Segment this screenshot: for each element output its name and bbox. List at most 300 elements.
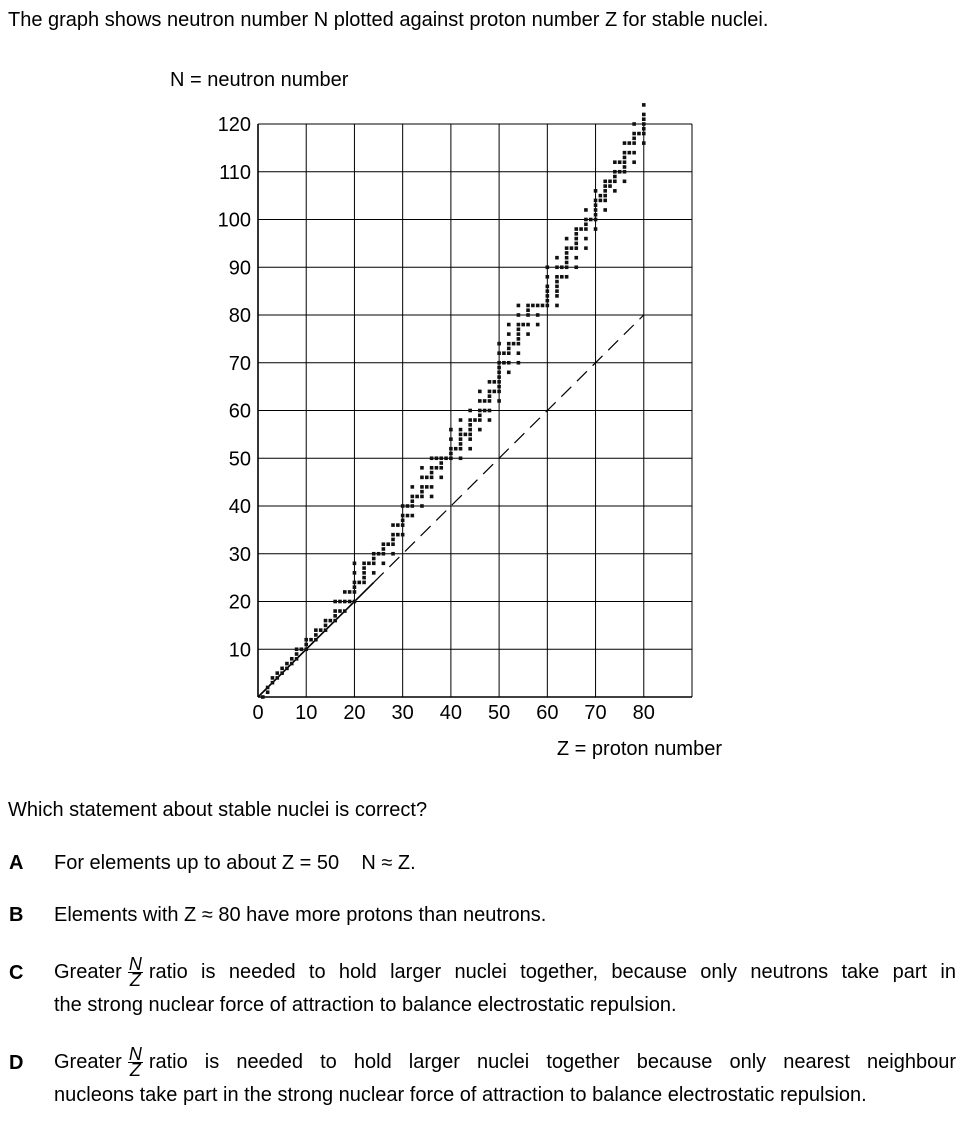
- data-point: [391, 538, 395, 542]
- data-point: [526, 308, 530, 312]
- data-point: [574, 237, 578, 241]
- data-point: [261, 695, 265, 699]
- data-point: [439, 466, 443, 470]
- data-point: [338, 600, 342, 604]
- data-point: [613, 175, 617, 179]
- data-point: [594, 189, 598, 193]
- data-point: [357, 581, 361, 585]
- data-point: [459, 433, 463, 437]
- data-point: [623, 165, 627, 169]
- data-point: [526, 323, 530, 327]
- data-point: [632, 132, 636, 136]
- data-point: [372, 562, 376, 566]
- data-point: [521, 323, 525, 327]
- data-point: [411, 514, 415, 518]
- data-point: [468, 433, 472, 437]
- data-point: [497, 380, 501, 384]
- data-point: [362, 566, 366, 570]
- data-point: [468, 437, 472, 441]
- data-point: [536, 304, 540, 308]
- data-point: [623, 160, 627, 164]
- data-point: [555, 304, 559, 308]
- option-b-letter: B: [9, 904, 24, 926]
- data-point: [304, 638, 308, 642]
- data-point: [632, 122, 636, 126]
- option-c-line2: the strong nuclear force of attraction to balance electrostatic repulsion.: [54, 994, 677, 1016]
- x-axis-label: Z = proton number: [556, 738, 722, 760]
- data-point: [623, 180, 627, 184]
- data-point: [459, 456, 463, 460]
- data-point: [324, 624, 328, 628]
- data-point: [546, 299, 550, 303]
- option-d-line1: [54, 1047, 956, 1080]
- data-point: [435, 466, 439, 470]
- y-tick-label: 90: [228, 257, 251, 280]
- data-point: [444, 456, 448, 460]
- data-point: [439, 476, 443, 480]
- data-point: [401, 514, 405, 518]
- data-point: [367, 562, 371, 566]
- option-d-frac-num: N: [128, 1047, 142, 1065]
- data-point: [459, 437, 463, 441]
- data-point: [594, 203, 598, 207]
- option-d-pre: Greater: [54, 1051, 122, 1073]
- data-point: [623, 141, 627, 145]
- data-point: [507, 332, 511, 336]
- data-point: [295, 657, 299, 661]
- data-point: [468, 409, 472, 413]
- data-point: [386, 542, 390, 546]
- data-point: [459, 442, 463, 446]
- data-point: [560, 275, 564, 279]
- data-point: [314, 628, 318, 632]
- data-point: [628, 141, 632, 145]
- data-point: [584, 237, 588, 241]
- data-point: [555, 285, 559, 289]
- data-point: [415, 495, 419, 499]
- data-point: [492, 390, 496, 394]
- data-point: [353, 590, 357, 594]
- data-point: [271, 681, 275, 685]
- y-tick-label: 10: [228, 639, 251, 662]
- x-tick-label: 30: [391, 702, 414, 724]
- data-point: [555, 275, 559, 279]
- data-point: [517, 337, 521, 341]
- data-point: [324, 628, 328, 632]
- data-point: [565, 237, 569, 241]
- data-point: [642, 132, 646, 136]
- data-point: [546, 285, 550, 289]
- data-point: [632, 141, 636, 145]
- data-point: [623, 151, 627, 155]
- data-point: [449, 452, 453, 456]
- data-point: [459, 428, 463, 432]
- data-point: [642, 141, 646, 145]
- option-c-line1: [54, 957, 956, 990]
- data-point: [584, 208, 588, 212]
- data-point: [420, 476, 424, 480]
- data-point: [353, 585, 357, 589]
- data-point: [507, 323, 511, 327]
- data-point: [488, 380, 492, 384]
- data-point: [362, 571, 366, 575]
- data-point: [348, 590, 352, 594]
- data-point: [430, 471, 434, 475]
- data-point: [411, 499, 415, 503]
- data-point: [603, 208, 607, 212]
- data-point: [333, 614, 337, 618]
- data-point: [584, 218, 588, 222]
- data-point: [642, 103, 646, 107]
- y-tick-label: 120: [217, 114, 251, 136]
- data-point: [497, 399, 501, 403]
- option-d-text: [54, 1047, 956, 1111]
- data-point: [420, 495, 424, 499]
- data-point: [300, 647, 304, 651]
- data-point: [353, 562, 357, 566]
- data-point: [401, 523, 405, 527]
- reference-line-dashed: [374, 315, 644, 582]
- data-point: [497, 390, 501, 394]
- data-point: [497, 375, 501, 379]
- y-tick-label: 50: [228, 448, 251, 471]
- data-point: [613, 180, 617, 184]
- data-point: [599, 199, 603, 203]
- data-point: [329, 619, 333, 623]
- data-point: [613, 189, 617, 193]
- option-a-letter: A: [9, 852, 24, 874]
- x-tick-label: 50: [487, 702, 511, 724]
- data-point: [574, 242, 578, 246]
- data-point: [396, 533, 400, 537]
- data-point: [584, 246, 588, 250]
- data-point: [579, 227, 583, 231]
- x-tick-label: 0: [252, 702, 264, 724]
- data-point: [478, 418, 482, 422]
- data-point: [497, 351, 501, 355]
- data-point: [430, 456, 434, 460]
- data-point: [391, 533, 395, 537]
- data-point: [555, 294, 559, 298]
- data-point: [266, 686, 270, 690]
- data-point: [623, 156, 627, 160]
- data-point: [309, 638, 313, 642]
- data-point: [594, 199, 598, 203]
- grid: [258, 124, 692, 697]
- data-point: [290, 657, 294, 661]
- data-point: [546, 289, 550, 293]
- data-point: [271, 676, 275, 680]
- x-tick-label: 20: [343, 702, 366, 724]
- data-point: [454, 447, 458, 451]
- data-point: [507, 371, 511, 375]
- data-point: [497, 371, 501, 375]
- data-point: [464, 433, 468, 437]
- data-point: [391, 523, 395, 527]
- data-point: [295, 652, 299, 656]
- data-point: [589, 218, 593, 222]
- y-axis-label: N = neutron number: [170, 69, 349, 91]
- data-point: [565, 261, 569, 265]
- data-point: [608, 180, 612, 184]
- data-point: [517, 328, 521, 332]
- data-point: [343, 600, 347, 604]
- data-point: [555, 256, 559, 260]
- data-point: [275, 676, 279, 680]
- data-point: [613, 170, 617, 174]
- data-point: [314, 633, 318, 637]
- data-point: [382, 562, 386, 566]
- option-d-line2: nucleons take part in the strong nuclear force of attraction to balance electrostatic repulsion.: [54, 1084, 867, 1106]
- data-point: [502, 361, 506, 365]
- data-point: [483, 409, 487, 413]
- data-point: [574, 227, 578, 231]
- data-point: [353, 581, 357, 585]
- data-point: [425, 476, 429, 480]
- data-point: [411, 504, 415, 508]
- data-point: [497, 342, 501, 346]
- data-point: [304, 643, 308, 647]
- option-c-text: [54, 957, 956, 1021]
- data-point: [565, 251, 569, 255]
- y-tick-labels: [218, 114, 251, 661]
- option-a-text: For elements up to about Z = 50 N ≈ Z.: [54, 852, 416, 874]
- data-point: [502, 351, 506, 355]
- data-point: [459, 418, 463, 422]
- y-tick-label: 60: [228, 400, 251, 423]
- data-point: [478, 399, 482, 403]
- data-point: [546, 275, 550, 279]
- data-point: [507, 347, 511, 351]
- data-point: [304, 647, 308, 651]
- data-point: [430, 476, 434, 480]
- data-point: [517, 304, 521, 308]
- data-point: [439, 461, 443, 465]
- data-point: [584, 227, 588, 231]
- data-point: [623, 170, 627, 174]
- option-c-fraction: [128, 957, 143, 988]
- data-point: [285, 667, 289, 671]
- option-c-frac-den: Z: [129, 970, 141, 990]
- data-point: [401, 533, 405, 537]
- data-point: [574, 256, 578, 260]
- data-point: [517, 351, 521, 355]
- x-tick-label: 10: [295, 702, 318, 724]
- data-point: [425, 485, 429, 489]
- data-point: [584, 222, 588, 226]
- data-point: [468, 428, 472, 432]
- data-point: [608, 184, 612, 188]
- data-point: [574, 246, 578, 250]
- data-point: [333, 609, 337, 613]
- data-point: [565, 265, 569, 269]
- y-tick-label: 20: [228, 591, 251, 614]
- intro-text: The graph shows neutron number N plotted against proton number Z for stable nuclei.: [8, 9, 769, 31]
- data-point: [517, 332, 521, 336]
- data-point: [594, 208, 598, 212]
- data-point: [435, 456, 439, 460]
- y-tick-label: 80: [228, 305, 251, 327]
- data-point: [603, 199, 607, 203]
- data-point: [488, 390, 492, 394]
- data-point: [420, 485, 424, 489]
- y-tick-label: 30: [228, 543, 251, 566]
- x-tick-labels: [252, 702, 654, 724]
- x-tick-label: 60: [536, 702, 559, 724]
- data-point: [420, 490, 424, 494]
- option-d-letter: D: [9, 1052, 24, 1074]
- data-point: [517, 361, 521, 365]
- data-point: [488, 409, 492, 413]
- data-point: [555, 280, 559, 284]
- option-c-letter: C: [9, 962, 24, 984]
- x-tick-label: 80: [632, 702, 655, 724]
- option-c-pre: Greater: [54, 961, 122, 983]
- data-point: [594, 227, 598, 231]
- data-point: [488, 399, 492, 403]
- data-point: [546, 294, 550, 298]
- data-points: [261, 103, 646, 699]
- data-point: [314, 638, 318, 642]
- data-point: [599, 194, 603, 198]
- data-point: [603, 189, 607, 193]
- data-point: [594, 213, 598, 217]
- data-point: [642, 127, 646, 131]
- data-point: [382, 542, 386, 546]
- data-point: [459, 447, 463, 451]
- data-point: [526, 313, 530, 317]
- data-point: [637, 132, 641, 136]
- data-point: [420, 504, 424, 508]
- data-point: [406, 504, 410, 508]
- data-point: [420, 466, 424, 470]
- data-point: [401, 519, 405, 523]
- data-point: [526, 332, 530, 336]
- data-point: [411, 495, 415, 499]
- data-point: [295, 647, 299, 651]
- data-point: [285, 662, 289, 666]
- data-point: [333, 619, 337, 623]
- data-point: [632, 160, 636, 164]
- y-tick-label: 70: [228, 352, 251, 375]
- data-point: [449, 428, 453, 432]
- data-point: [507, 351, 511, 355]
- data-point: [372, 557, 376, 561]
- data-point: [517, 342, 521, 346]
- data-point: [642, 122, 646, 126]
- data-point: [353, 571, 357, 575]
- data-point: [488, 418, 492, 422]
- data-point: [290, 662, 294, 666]
- data-point: [362, 576, 366, 580]
- data-point: [488, 394, 492, 398]
- data-point: [449, 456, 453, 460]
- data-point: [541, 304, 545, 308]
- data-point: [497, 366, 501, 370]
- x-tick-label: 40: [439, 702, 463, 724]
- data-point: [497, 385, 501, 389]
- data-point: [507, 361, 511, 365]
- data-point: [362, 581, 366, 585]
- data-point: [574, 265, 578, 269]
- data-point: [512, 342, 516, 346]
- data-point: [565, 275, 569, 279]
- option-d-fraction: [128, 1047, 143, 1078]
- data-point: [642, 113, 646, 117]
- data-point: [632, 151, 636, 155]
- x-tick-label: 70: [584, 702, 607, 724]
- data-point: [343, 590, 347, 594]
- data-point: [382, 547, 386, 551]
- question-text: Which statement about stable nuclei is correct?: [8, 799, 428, 821]
- data-point: [478, 413, 482, 417]
- y-tick-label: 100: [217, 209, 251, 232]
- data-point: [642, 117, 646, 121]
- data-point: [348, 600, 352, 604]
- data-point: [406, 514, 410, 518]
- data-point: [411, 485, 415, 489]
- data-point: [372, 552, 376, 556]
- data-point: [618, 160, 622, 164]
- data-point: [628, 151, 632, 155]
- data-point: [449, 437, 453, 441]
- data-point: [391, 552, 395, 556]
- data-point: [565, 256, 569, 260]
- data-point: [377, 552, 381, 556]
- data-point: [603, 194, 607, 198]
- data-point: [483, 399, 487, 403]
- data-point: [507, 342, 511, 346]
- data-point: [492, 380, 496, 384]
- y-tick-label: 110: [219, 161, 251, 184]
- data-point: [632, 137, 636, 141]
- data-point: [546, 265, 550, 269]
- option-d-frac-den: Z: [129, 1060, 141, 1080]
- data-point: [391, 542, 395, 546]
- data-point: [618, 170, 622, 174]
- data-point: [613, 160, 617, 164]
- data-point: [430, 485, 434, 489]
- data-point: [603, 184, 607, 188]
- option-b-text: Elements with Z ≈ 80 have more protons than neutrons.: [54, 904, 547, 926]
- data-point: [570, 246, 574, 250]
- data-point: [594, 218, 598, 222]
- data-point: [565, 246, 569, 250]
- data-point: [280, 671, 284, 675]
- option-d-line1-text: ratio is needed to hold larger nuclei together because only nearest neighbour: [148, 1051, 956, 1073]
- data-point: [478, 428, 482, 432]
- data-point: [275, 671, 279, 675]
- y-tick-label: 40: [228, 496, 251, 518]
- data-point: [396, 523, 400, 527]
- data-point: [401, 504, 405, 508]
- data-point: [333, 600, 337, 604]
- data-point: [468, 423, 472, 427]
- data-point: [517, 323, 521, 327]
- data-point: [430, 466, 434, 470]
- data-point: [468, 418, 472, 422]
- data-point: [324, 619, 328, 623]
- data-point: [353, 600, 357, 604]
- data-point: [439, 456, 443, 460]
- data-point: [526, 304, 530, 308]
- data-point: [468, 447, 472, 451]
- data-point: [382, 552, 386, 556]
- option-c-line1-text: ratio is needed to hold larger nuclei together, because only neutrons take part in: [148, 961, 956, 983]
- data-point: [478, 390, 482, 394]
- data-point: [536, 313, 540, 317]
- data-point: [338, 609, 342, 613]
